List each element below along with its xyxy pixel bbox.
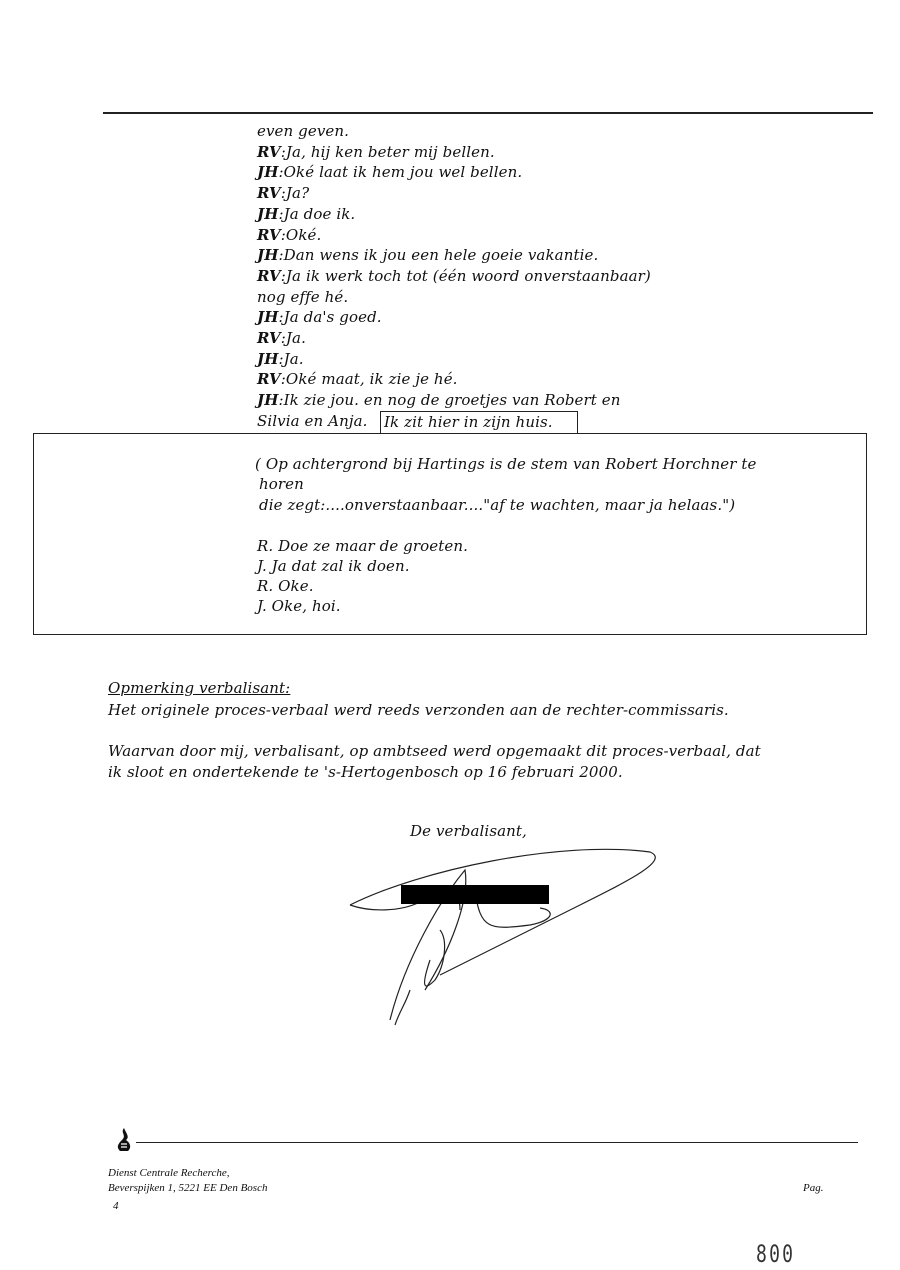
footer-page-number: 4	[113, 1200, 119, 1212]
transcript-line	[257, 370, 458, 388]
inset-dialogue: J. Oke, hoi.	[257, 597, 341, 615]
remark-text: Het originele proces-verbaal werd reeds verzonden aan de rechter-commissaris.	[108, 701, 729, 719]
transcript-line	[257, 288, 348, 306]
police-logo-icon	[114, 1127, 134, 1153]
footer-address: Beverspijken 1, 5221 EE Den Bosch	[108, 1182, 268, 1194]
utterance-text: :Ja.	[278, 349, 304, 368]
utterance-text: even geven.	[257, 122, 350, 140]
redaction-bar	[401, 885, 549, 904]
closing-line: Waarvan door mij, verbalisant, op ambtseed werd opgemaakt dit proces-verbaal, dat	[108, 742, 761, 760]
inset-line: die zegt:....onverstaanbaar...."af te wachten, maar ja helaas.")	[259, 496, 736, 514]
transcript-line	[257, 226, 321, 244]
remark-heading-text: Opmerking verbalisant:	[108, 679, 291, 697]
utterance-text: Silvia en Anja.	[257, 411, 368, 430]
speaker-label: JH	[257, 246, 279, 265]
utterance-text: :Ja?	[280, 184, 310, 203]
speaker-label: RV	[257, 142, 281, 161]
speaker-label: JH	[257, 204, 279, 223]
closing-line: ik sloot en ondertekende te 's-Hertogenbosch op 16 februari 2000.	[108, 763, 623, 781]
speaker-label: RV	[257, 370, 281, 389]
transcript-line	[257, 143, 495, 161]
footer-rule	[136, 1142, 858, 1143]
utterance-text: :Ja.	[280, 329, 306, 347]
transcript-line	[257, 122, 349, 140]
utterance-text: :Ja doe ik.	[278, 204, 356, 223]
transcript-line	[257, 163, 522, 181]
utterance-text: :Oké maat, ik zie je hé.	[280, 370, 458, 389]
speaker-label: JH	[257, 349, 279, 368]
utterance-text: :Oké laat ik hem jou wel bellen.	[278, 163, 523, 182]
inset-line: horen	[259, 475, 304, 493]
speaker-label: JH	[257, 163, 279, 182]
header-rule	[103, 112, 873, 114]
footer-organization: Dienst Centrale Recherche,	[108, 1167, 230, 1179]
speaker-label: JH	[257, 308, 279, 327]
speaker-label: RV	[257, 266, 281, 285]
inset-dialogue: R. Oke.	[257, 577, 314, 595]
utterance-text: :Ja, hij ken beter mij bellen.	[280, 142, 495, 161]
speaker-label: RV	[257, 184, 281, 203]
transcript-line	[257, 267, 651, 285]
transcript-line	[257, 184, 309, 202]
inset-dialogue: R. Doe ze maar de groeten.	[257, 537, 468, 555]
transcript-line	[257, 350, 304, 368]
speaker-label: RV	[257, 329, 281, 347]
signature	[330, 840, 670, 1030]
utterance-text: :Ja ik werk toch tot (één woord onverstaanbaar)	[280, 266, 651, 285]
utterance-text: nog effe hé.	[257, 287, 349, 306]
utterance-text: :Ja da's goed.	[278, 308, 382, 327]
utterance-text: :Dan wens ik jou een hele goeie vakantie.	[278, 246, 599, 265]
speaker-label: RV	[257, 225, 281, 244]
utterance-text: :Oké.	[280, 225, 322, 244]
remark-heading	[108, 679, 290, 697]
transcript-line	[257, 391, 621, 409]
utterance-text: :Ik zie jou. en nog de groetjes van Robert en	[278, 391, 621, 410]
boxed-phrase: Ik zit hier in zijn huis.	[384, 413, 553, 431]
stamp-number: 800	[756, 1240, 796, 1268]
transcript-line	[257, 205, 355, 223]
footer-page-label: Pag.	[803, 1182, 824, 1194]
signature-label: De verbalisant,	[410, 822, 527, 840]
transcript-line	[257, 412, 368, 430]
transcript-line	[257, 308, 382, 326]
transcript-line	[257, 246, 598, 264]
speaker-label: JH	[257, 391, 279, 410]
transcript-line	[257, 329, 306, 347]
inset-line: ( Op achtergrond bij Hartings is de stem van Robert Horchner te	[255, 455, 757, 473]
inset-dialogue: J. Ja dat zal ik doen.	[257, 557, 410, 575]
